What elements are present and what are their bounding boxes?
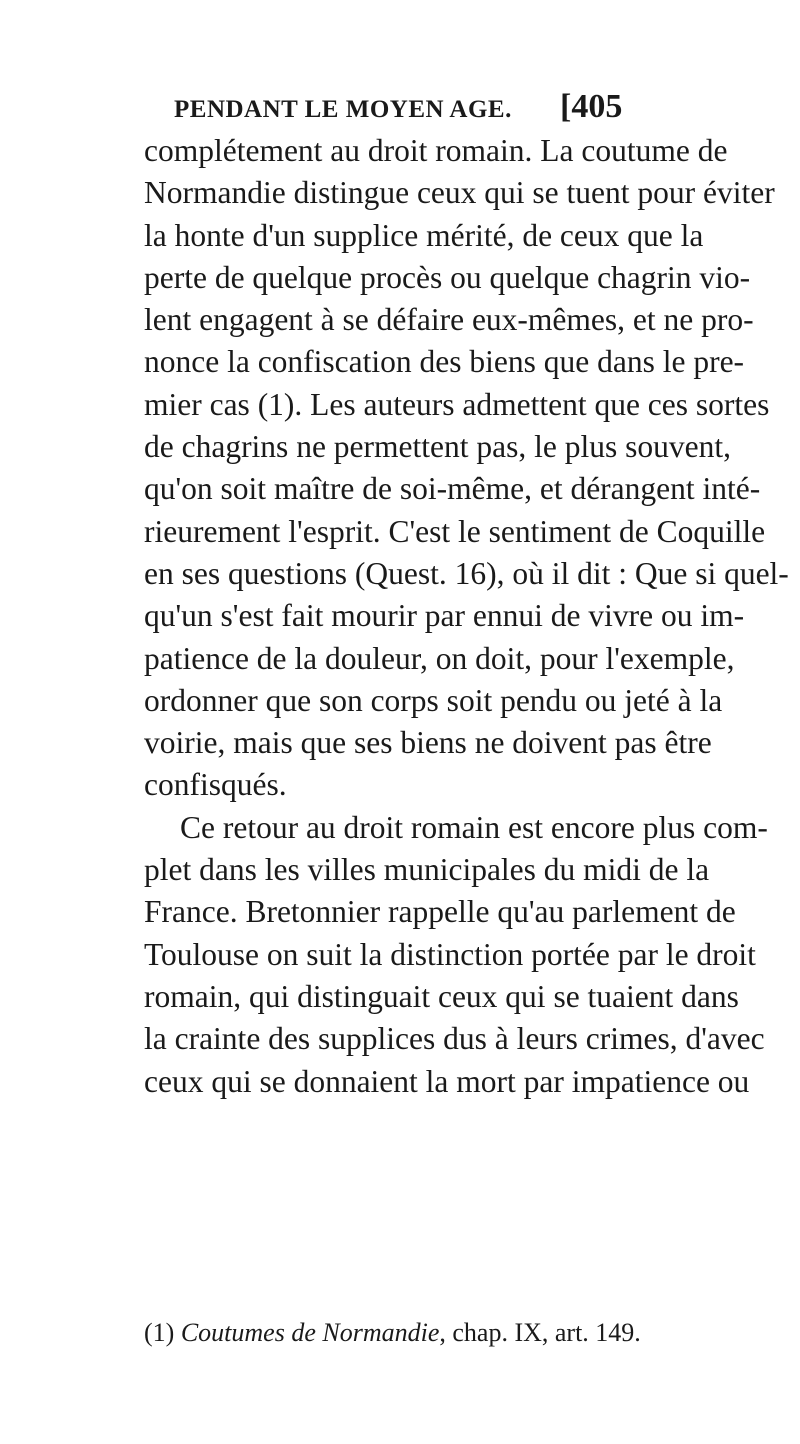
- page-number: [405: [560, 88, 623, 125]
- text-line: rieurement l'esprit. C'est le sentiment de Coquille: [144, 513, 766, 549]
- text-line: qu'un s'est fait mourir par ennui de vivre ou im-: [144, 598, 745, 634]
- text-line: la honte d'un supplice mérité, de ceux que la: [144, 217, 704, 253]
- text-line: France. Bretonnier rappelle qu'au parlement de: [144, 894, 736, 930]
- text-line: mier cas (1). Les auteurs admettent que ces sortes: [144, 386, 770, 422]
- footnote-marker: (1): [144, 1318, 175, 1347]
- text-line: Ce retour au droit romain est encore plus com-: [180, 809, 768, 845]
- text-line: perte de quelque procès ou quelque chagrin vio-: [144, 259, 751, 295]
- body-text: [144, 130, 789, 1103]
- text-line: romain, qui distinguait ceux qui se tuaient dans: [144, 978, 739, 1014]
- text-line: ordonner que son corps soit pendu ou jeté à la: [144, 682, 723, 718]
- text-line: confisqués.: [144, 767, 287, 803]
- footnote: [144, 1318, 664, 1348]
- text-line: lent engagent à se défaire eux-mêmes, et ne pro-: [144, 302, 754, 338]
- text-line: ceux qui se donnaient la mort par impatience ou: [144, 1063, 750, 1099]
- text-line: complétement au droit romain. La coutume de: [144, 133, 728, 168]
- page-header: [164, 88, 664, 128]
- running-title: PENDANT LE MOYEN AGE.: [174, 96, 512, 123]
- footnote-reference: , chap. IX, art. 149.: [439, 1318, 641, 1347]
- text-line: patience de la douleur, on doit, pour l'exemple,: [144, 640, 735, 676]
- text-line: qu'on soit maître de soi-même, et dérangent inté-: [144, 471, 761, 507]
- text-line: plet dans les villes municipales du midi de la: [144, 852, 710, 888]
- text-line: en ses questions (Quest. 16), où il dit : Que si quel-: [144, 555, 789, 591]
- text-line: la crainte des supplices dus à leurs crimes, d'avec: [144, 1021, 765, 1057]
- text-line: Normandie distingue ceux qui se tuent pour éviter: [144, 175, 775, 211]
- text-line: de chagrins ne permettent pas, le plus souvent,: [144, 429, 731, 465]
- text-line: nonce la confiscation des biens que dans le pre-: [144, 344, 745, 380]
- footnote-title: Coutumes de Normandie: [180, 1318, 440, 1347]
- text-line: Toulouse on suit la distinction portée par le droit: [144, 936, 756, 972]
- text-line: voirie, mais que ses biens ne doivent pas être: [144, 725, 712, 761]
